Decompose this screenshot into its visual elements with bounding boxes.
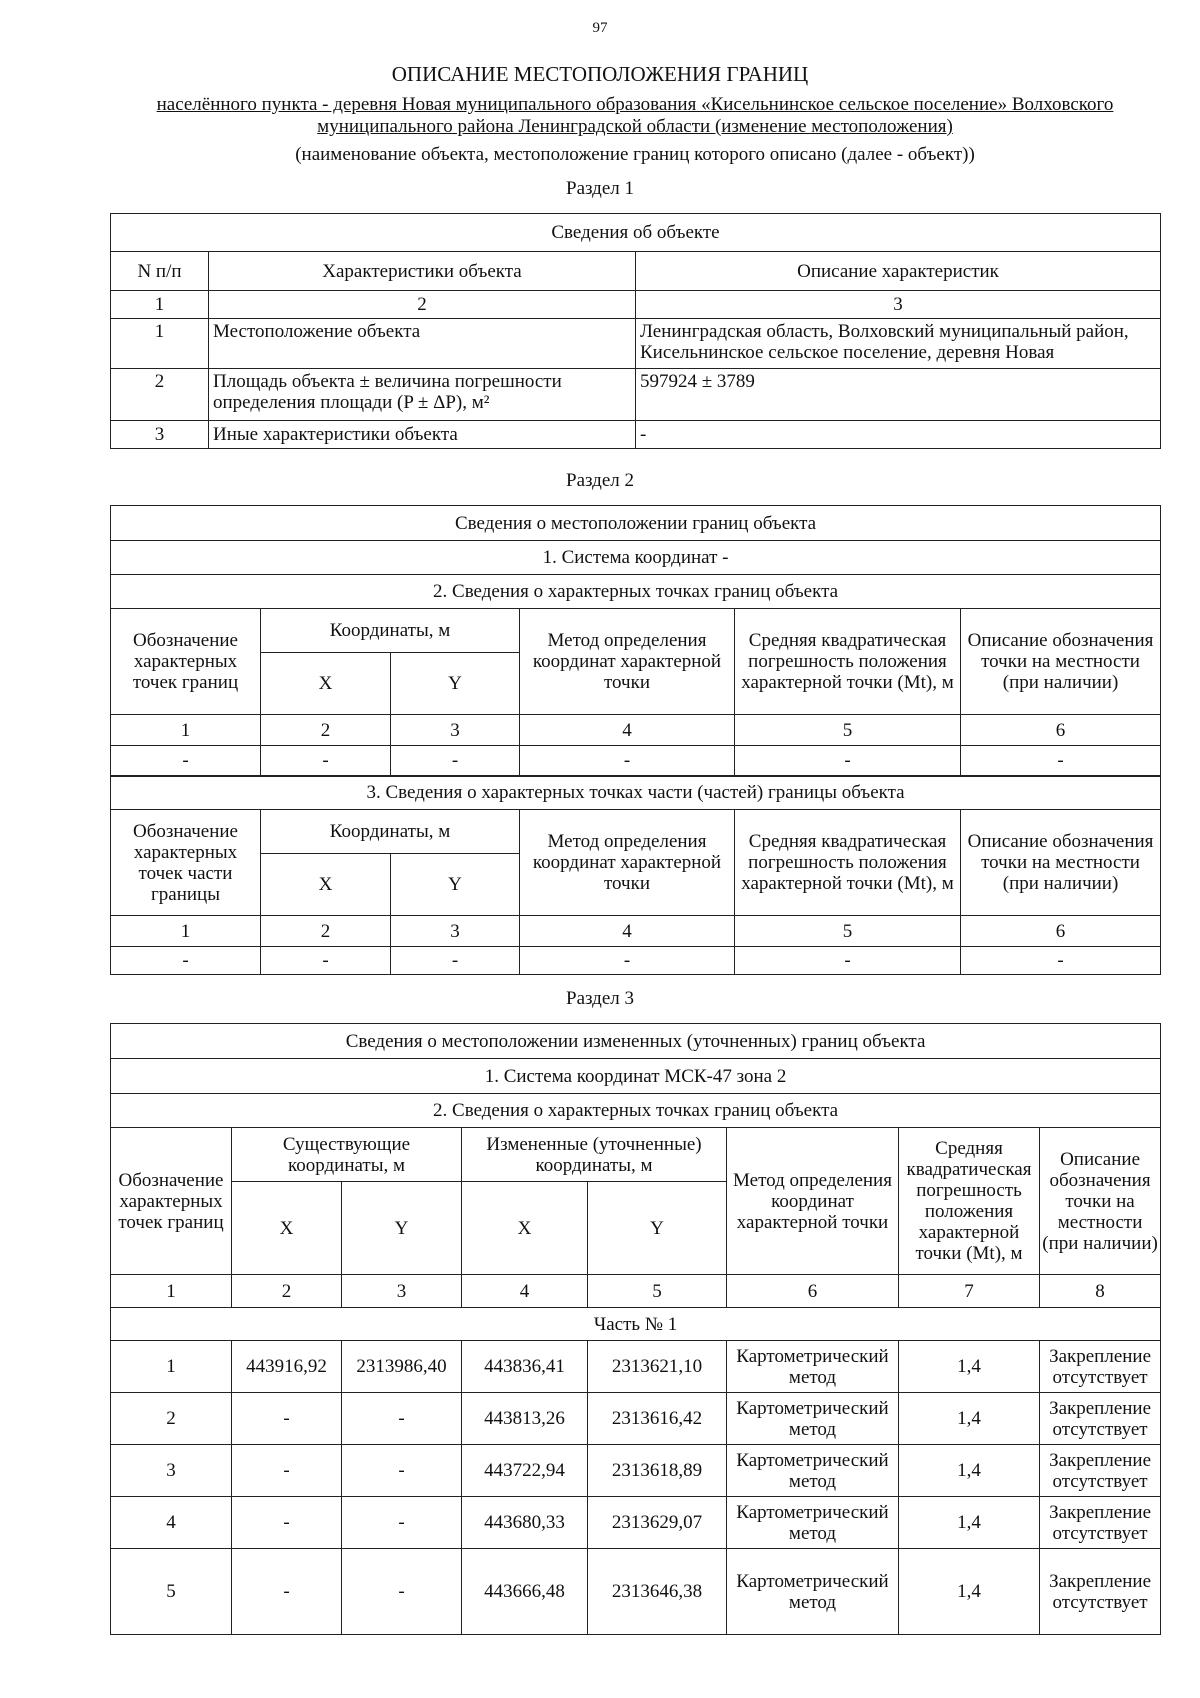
cell-empty: - bbox=[111, 746, 261, 776]
object-name-line-1: населённого пункта - деревня Новая муниципального образования «Кисельнинское сельское поселение» Волховского bbox=[156, 94, 1114, 115]
parts-title: 3. Сведения о характерных точках части (частей) границы объекта bbox=[111, 776, 1161, 810]
col-number: 2 bbox=[261, 715, 391, 746]
header-point-description: Описание обозначения точки на местности (при наличии) bbox=[961, 810, 1161, 916]
existing-y: 2313986,40 bbox=[342, 1341, 462, 1393]
row-value: 597924 ± 3789 bbox=[636, 369, 1161, 421]
table-row bbox=[111, 1549, 1161, 1635]
coordinate-system: 1. Система координат МСК-47 зона 2 bbox=[111, 1059, 1161, 1094]
header-error: Средняя квадратическая погрешность положения характерной точки (Mt), м bbox=[735, 810, 961, 916]
section-2-table-title: Сведения о местоположении границ объекта bbox=[111, 506, 1161, 541]
point-description: Закрепление отсутствует bbox=[1040, 1393, 1161, 1445]
section-3-table bbox=[110, 1023, 1161, 1635]
existing-y: - bbox=[342, 1549, 462, 1635]
points-title: 2. Сведения о характерных точках границ объекта bbox=[111, 575, 1161, 609]
col-number: 1 bbox=[111, 1275, 232, 1308]
header-changed-coordinates: Измененные (уточненные) координаты, м bbox=[462, 1128, 727, 1182]
changed-x: 443680,33 bbox=[462, 1497, 588, 1549]
changed-x: 443836,41 bbox=[462, 1341, 588, 1393]
existing-x: - bbox=[232, 1445, 342, 1497]
table-row bbox=[111, 947, 1161, 975]
cell-empty: - bbox=[961, 947, 1161, 975]
existing-x: - bbox=[232, 1393, 342, 1445]
header-point-description: Описание обозначения точки на местности (при наличии) bbox=[1040, 1128, 1161, 1275]
header-characteristic: Характеристики объекта bbox=[209, 252, 636, 291]
col-number: 1 bbox=[111, 715, 261, 746]
row-number: 3 bbox=[111, 421, 209, 449]
col-number: 6 bbox=[961, 916, 1161, 947]
row-number: 1 bbox=[111, 319, 209, 369]
row-value: Ленинградская область, Волховский муниципальный район, Кисельнинское сельское поселение, деревня Новая bbox=[636, 319, 1161, 369]
col-number: 5 bbox=[588, 1275, 727, 1308]
row-value: - bbox=[636, 421, 1161, 449]
col-number: 4 bbox=[520, 916, 735, 947]
cell-empty: - bbox=[391, 746, 520, 776]
existing-x: 443916,92 bbox=[232, 1341, 342, 1393]
error: 1,4 bbox=[899, 1497, 1040, 1549]
cell-empty: - bbox=[735, 746, 961, 776]
method: Картометрический метод bbox=[727, 1341, 899, 1393]
header-y: Y bbox=[391, 653, 520, 715]
col-number: 3 bbox=[636, 291, 1161, 319]
header-method: Метод определения координат характерной точки bbox=[520, 609, 735, 715]
point-number: 5 bbox=[111, 1549, 232, 1635]
header-x: X bbox=[261, 653, 391, 715]
point-description: Закрепление отсутствует bbox=[1040, 1497, 1161, 1549]
point-number: 3 bbox=[111, 1445, 232, 1497]
error: 1,4 bbox=[899, 1393, 1040, 1445]
section-1-table bbox=[110, 213, 1161, 449]
table-row bbox=[111, 1445, 1161, 1497]
cell-empty: - bbox=[261, 746, 391, 776]
error: 1,4 bbox=[899, 1341, 1040, 1393]
header-method: Метод определения координат характерной точки bbox=[520, 810, 735, 916]
changed-x: 443722,94 bbox=[462, 1445, 588, 1497]
point-description: Закрепление отсутствует bbox=[1040, 1341, 1161, 1393]
cell-empty: - bbox=[261, 947, 391, 975]
header-coordinates: Координаты, м bbox=[261, 609, 520, 653]
table-row bbox=[111, 1341, 1161, 1393]
col-number: 2 bbox=[209, 291, 636, 319]
header-point-description: Описание обозначения точки на местности (при наличии) bbox=[961, 609, 1161, 715]
header-error: Средняя квадратическая погрешность положения характерной точки (Mt), м bbox=[735, 609, 961, 715]
table-row bbox=[111, 369, 1161, 421]
section-2-heading: Раздел 2 bbox=[566, 470, 634, 491]
cell-empty: - bbox=[735, 947, 961, 975]
header-coordinates: Координаты, м bbox=[261, 810, 520, 854]
error: 1,4 bbox=[899, 1549, 1040, 1635]
header-number: N п/п bbox=[111, 252, 209, 291]
method: Картометрический метод bbox=[727, 1445, 899, 1497]
col-number: 6 bbox=[727, 1275, 899, 1308]
existing-y: - bbox=[342, 1497, 462, 1549]
header-error: Средняя квадратическая погрешность положения характерной точки (Mt), м bbox=[899, 1128, 1040, 1275]
col-number: 2 bbox=[232, 1275, 342, 1308]
header-designation: Обозначение характерных точек части границы bbox=[111, 810, 261, 916]
row-name: Местоположение объекта bbox=[209, 319, 636, 369]
method: Картометрический метод bbox=[727, 1393, 899, 1445]
changed-y: 2313616,42 bbox=[588, 1393, 727, 1445]
changed-x: 443666,48 bbox=[462, 1549, 588, 1635]
col-number: 4 bbox=[462, 1275, 588, 1308]
object-name-line-2: муниципального района Ленинградской области (изменение местоположения) bbox=[317, 116, 953, 137]
row-name: Иные характеристики объекта bbox=[209, 421, 636, 449]
existing-y: - bbox=[342, 1393, 462, 1445]
header-changed-y: Y bbox=[588, 1182, 727, 1275]
section-1-heading: Раздел 1 bbox=[566, 178, 634, 199]
header-x: X bbox=[261, 854, 391, 916]
col-number: 1 bbox=[111, 916, 261, 947]
cell-empty: - bbox=[111, 947, 261, 975]
table-row bbox=[111, 319, 1161, 369]
object-name bbox=[110, 94, 1160, 138]
existing-x: - bbox=[232, 1549, 342, 1635]
header-existing-y: Y bbox=[342, 1182, 462, 1275]
method: Картометрический метод bbox=[727, 1497, 899, 1549]
header-changed-x: X bbox=[462, 1182, 588, 1275]
changed-y: 2313646,38 bbox=[588, 1549, 727, 1635]
header-method: Метод определения координат характерной точки bbox=[727, 1128, 899, 1275]
cell-empty: - bbox=[961, 746, 1161, 776]
row-name: Площадь объекта ± величина погрешности определения площади (P ± ΔP), м² bbox=[209, 369, 636, 421]
method: Картометрический метод bbox=[727, 1549, 899, 1635]
existing-x: - bbox=[232, 1497, 342, 1549]
col-number: 6 bbox=[961, 715, 1161, 746]
col-number: 3 bbox=[391, 916, 520, 947]
row-number: 2 bbox=[111, 369, 209, 421]
section-3-heading: Раздел 3 bbox=[566, 988, 634, 1009]
error: 1,4 bbox=[899, 1445, 1040, 1497]
object-caption: (наименование объекта, местоположение границ которого описано (далее - объект)) bbox=[295, 144, 975, 165]
changed-y: 2313629,07 bbox=[588, 1497, 727, 1549]
existing-y: - bbox=[342, 1445, 462, 1497]
col-number: 5 bbox=[735, 916, 961, 947]
col-number: 5 bbox=[735, 715, 961, 746]
col-number: 2 bbox=[261, 916, 391, 947]
header-designation: Обозначение характерных точек границ bbox=[111, 609, 261, 715]
table-row bbox=[111, 1393, 1161, 1445]
section-1-table-title: Сведения об объекте bbox=[111, 214, 1161, 252]
col-number: 3 bbox=[342, 1275, 462, 1308]
cell-empty: - bbox=[520, 947, 735, 975]
changed-y: 2313618,89 bbox=[588, 1445, 727, 1497]
coordinate-system: 1. Система координат - bbox=[111, 541, 1161, 575]
point-description: Закрепление отсутствует bbox=[1040, 1445, 1161, 1497]
section-3-table-title: Сведения о местоположении измененных (уточненных) границ объекта bbox=[111, 1024, 1161, 1059]
point-number: 4 bbox=[111, 1497, 232, 1549]
page-number: 97 bbox=[592, 20, 608, 36]
points-title: 2. Сведения о характерных точках границ объекта bbox=[111, 1094, 1161, 1128]
section-2-table bbox=[110, 505, 1161, 975]
changed-y: 2313621,10 bbox=[588, 1341, 727, 1393]
header-description: Описание характеристик bbox=[636, 252, 1161, 291]
col-number: 7 bbox=[899, 1275, 1040, 1308]
point-number: 1 bbox=[111, 1341, 232, 1393]
cell-empty: - bbox=[520, 746, 735, 776]
table-row bbox=[111, 421, 1161, 449]
table-row bbox=[111, 1497, 1161, 1549]
col-number: 4 bbox=[520, 715, 735, 746]
header-existing-x: X bbox=[232, 1182, 342, 1275]
table-row bbox=[111, 746, 1161, 776]
col-number: 1 bbox=[111, 291, 209, 319]
changed-x: 443813,26 bbox=[462, 1393, 588, 1445]
col-number: 8 bbox=[1040, 1275, 1161, 1308]
point-description: Закрепление отсутствует bbox=[1040, 1549, 1161, 1635]
point-number: 2 bbox=[111, 1393, 232, 1445]
document-title: ОПИСАНИЕ МЕСТОПОЛОЖЕНИЯ ГРАНИЦ bbox=[391, 62, 809, 86]
part-label: Часть № 1 bbox=[111, 1308, 1161, 1341]
header-y: Y bbox=[391, 854, 520, 916]
header-existing-coordinates: Существующие координаты, м bbox=[232, 1128, 462, 1182]
cell-empty: - bbox=[391, 947, 520, 975]
col-number: 3 bbox=[391, 715, 520, 746]
header-designation: Обозначение характерных точек границ bbox=[111, 1128, 232, 1275]
